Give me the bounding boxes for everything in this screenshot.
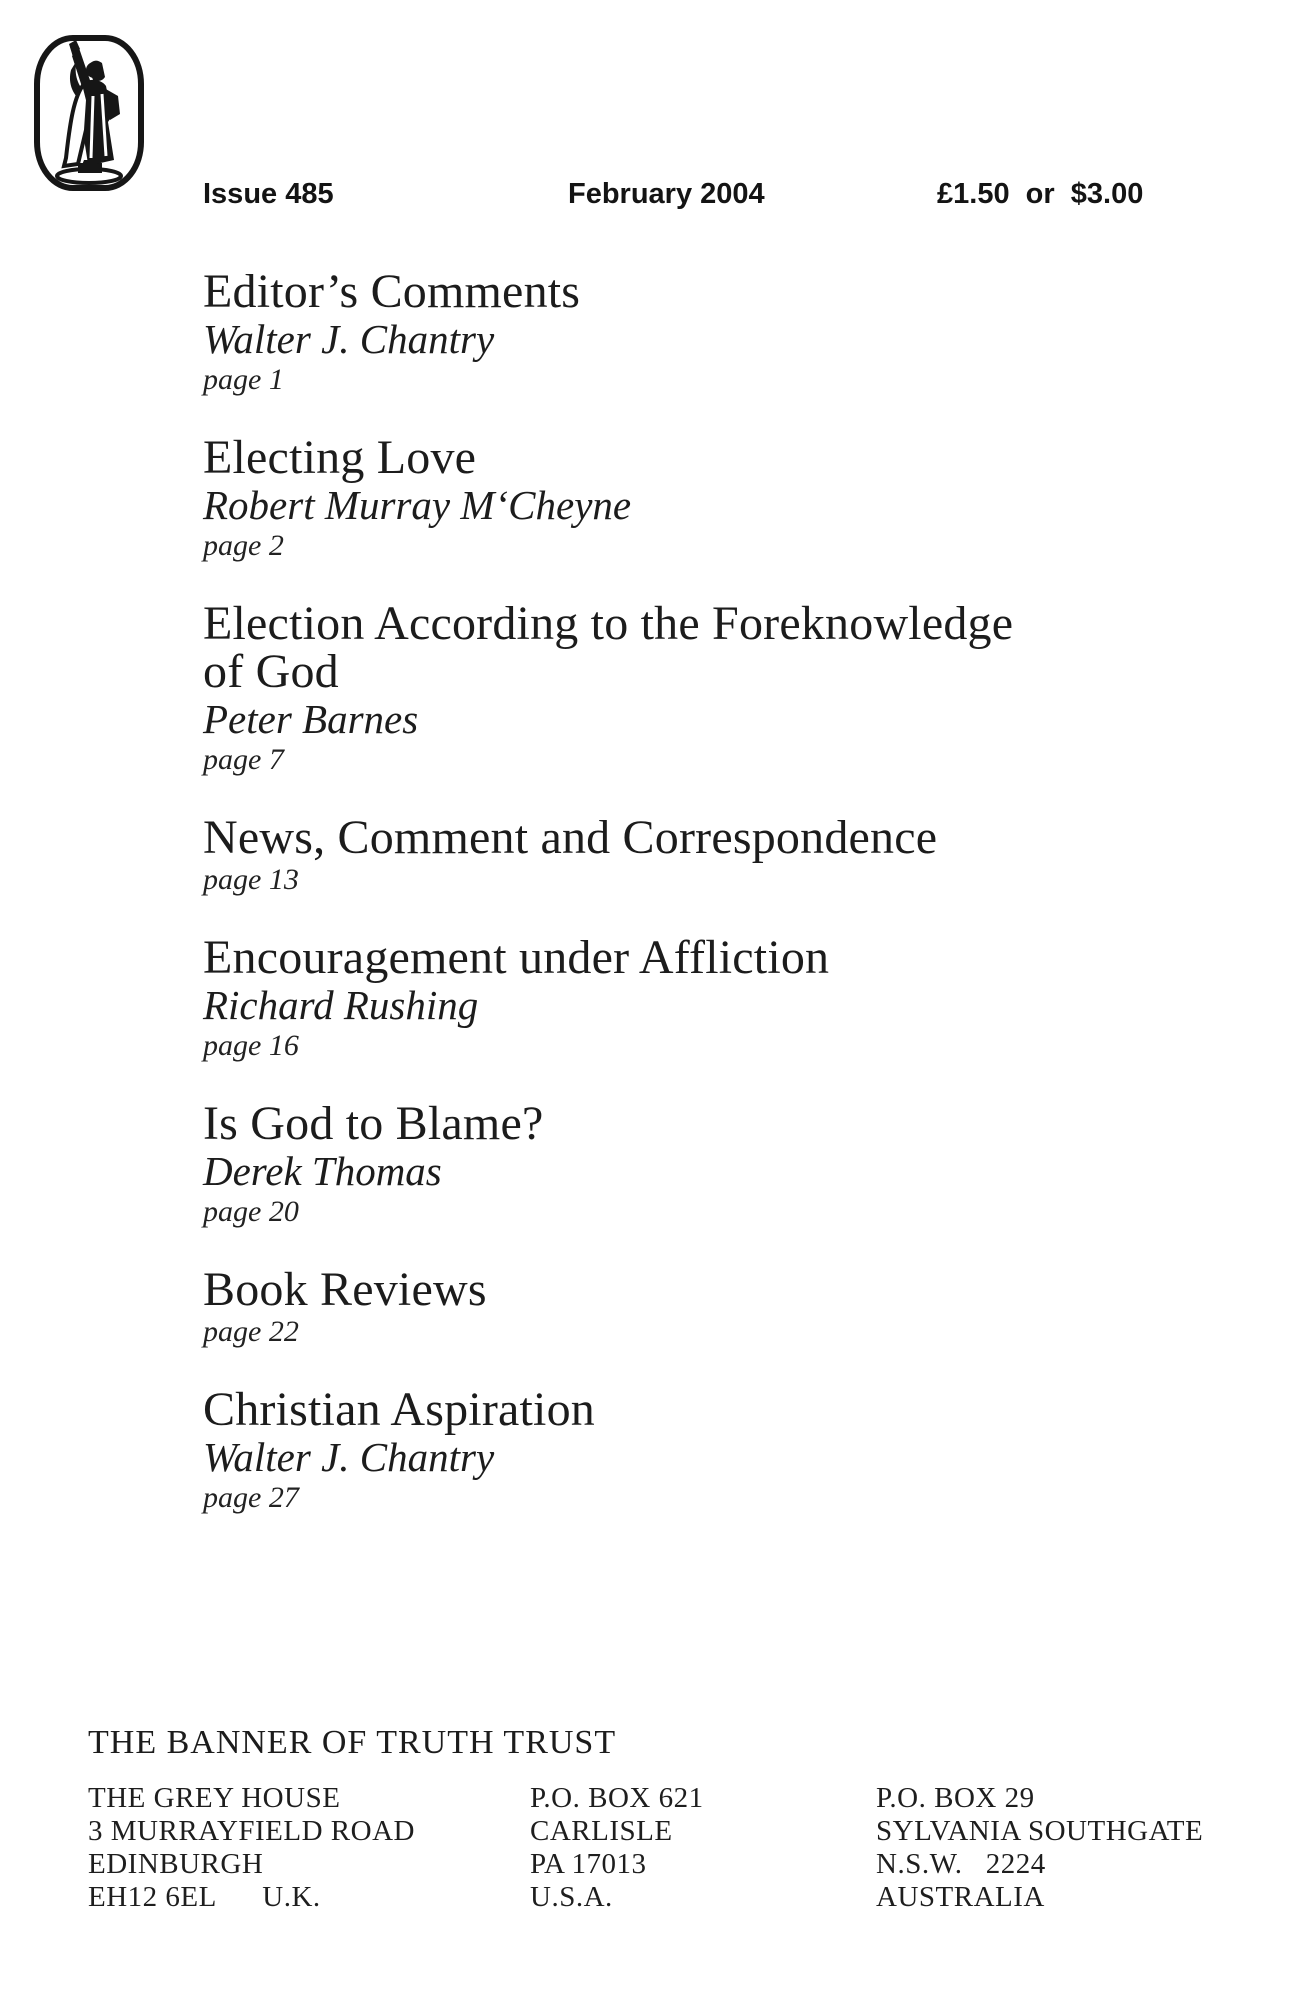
address-line: EDINBURGH <box>88 1848 264 1880</box>
article-title: Electing Love <box>203 431 477 484</box>
article-author: Robert Murray M‘Cheyne <box>203 482 632 528</box>
publisher-name: THE BANNER OF TRUTH TRUST <box>88 1724 617 1761</box>
article-title: News, Comment and Correspondence <box>203 811 938 864</box>
banner-of-truth-logo <box>30 30 148 202</box>
publisher-block <box>88 1724 1248 1932</box>
article-page-ref: page 7 <box>203 743 284 776</box>
address-column-australia <box>876 1782 1203 1914</box>
address-line: P.O. BOX 29 <box>876 1782 1035 1814</box>
article-page-ref: page 16 <box>203 1029 299 1062</box>
article-author: Richard Rushing <box>203 982 479 1028</box>
issue-label: Issue 485 <box>203 178 334 210</box>
article-author: Peter Barnes <box>203 696 419 742</box>
preacher-statue-icon <box>30 30 148 202</box>
article-title: Is God to Blame? <box>203 1097 544 1150</box>
toc-entry <box>203 265 1153 398</box>
article-title-line2: of God <box>203 645 339 698</box>
article-page-ref: page 20 <box>203 1195 299 1228</box>
masthead <box>0 178 1294 214</box>
table-of-contents <box>203 265 1153 1552</box>
toc-entry <box>203 1097 1153 1230</box>
article-author: Walter J. Chantry <box>203 316 495 362</box>
address-line: THE GREY HOUSE <box>88 1782 341 1814</box>
price-label: £1.50 or $3.00 <box>937 178 1144 210</box>
address-line: 3 MURRAYFIELD ROAD <box>88 1815 415 1847</box>
toc-entry <box>203 1383 1153 1516</box>
address-line: EH12 6EL U.K. <box>88 1881 321 1913</box>
article-page-ref: page 2 <box>203 529 284 562</box>
toc-entry <box>203 811 1153 898</box>
address-line: CARLISLE <box>530 1815 673 1847</box>
address-line: U.S.A. <box>530 1881 613 1913</box>
article-title: Editor’s Comments <box>203 265 581 318</box>
article-page-ref: page 22 <box>203 1315 299 1348</box>
address-line: P.O. BOX 621 <box>530 1782 704 1814</box>
toc-entry <box>203 431 1153 564</box>
address-column-usa <box>530 1782 704 1914</box>
article-title: Christian Aspiration <box>203 1383 595 1436</box>
preacher-figure <box>57 40 121 183</box>
article-author: Walter J. Chantry <box>203 1434 495 1480</box>
article-page-ref: page 13 <box>203 863 299 896</box>
date-label: February 2004 <box>568 178 765 210</box>
toc-entry <box>203 1263 1153 1350</box>
article-title: Election According to the Foreknowledge <box>203 597 1014 650</box>
address-line: AUSTRALIA <box>876 1881 1045 1913</box>
article-author: Derek Thomas <box>203 1148 442 1194</box>
article-title: Encouragement under Affliction <box>203 931 830 984</box>
address-column-uk <box>88 1782 415 1914</box>
address-line: SYLVANIA SOUTHGATE <box>876 1815 1204 1847</box>
toc-entry <box>203 931 1153 1064</box>
article-page-ref: page 27 <box>203 1481 299 1514</box>
address-line: N.S.W. 2224 <box>876 1848 1046 1880</box>
article-title: Book Reviews <box>203 1263 487 1316</box>
article-page-ref: page 1 <box>203 363 284 396</box>
toc-entry <box>203 597 1153 778</box>
publisher-addresses <box>88 1782 1248 1932</box>
address-line: PA 17013 <box>530 1848 647 1880</box>
